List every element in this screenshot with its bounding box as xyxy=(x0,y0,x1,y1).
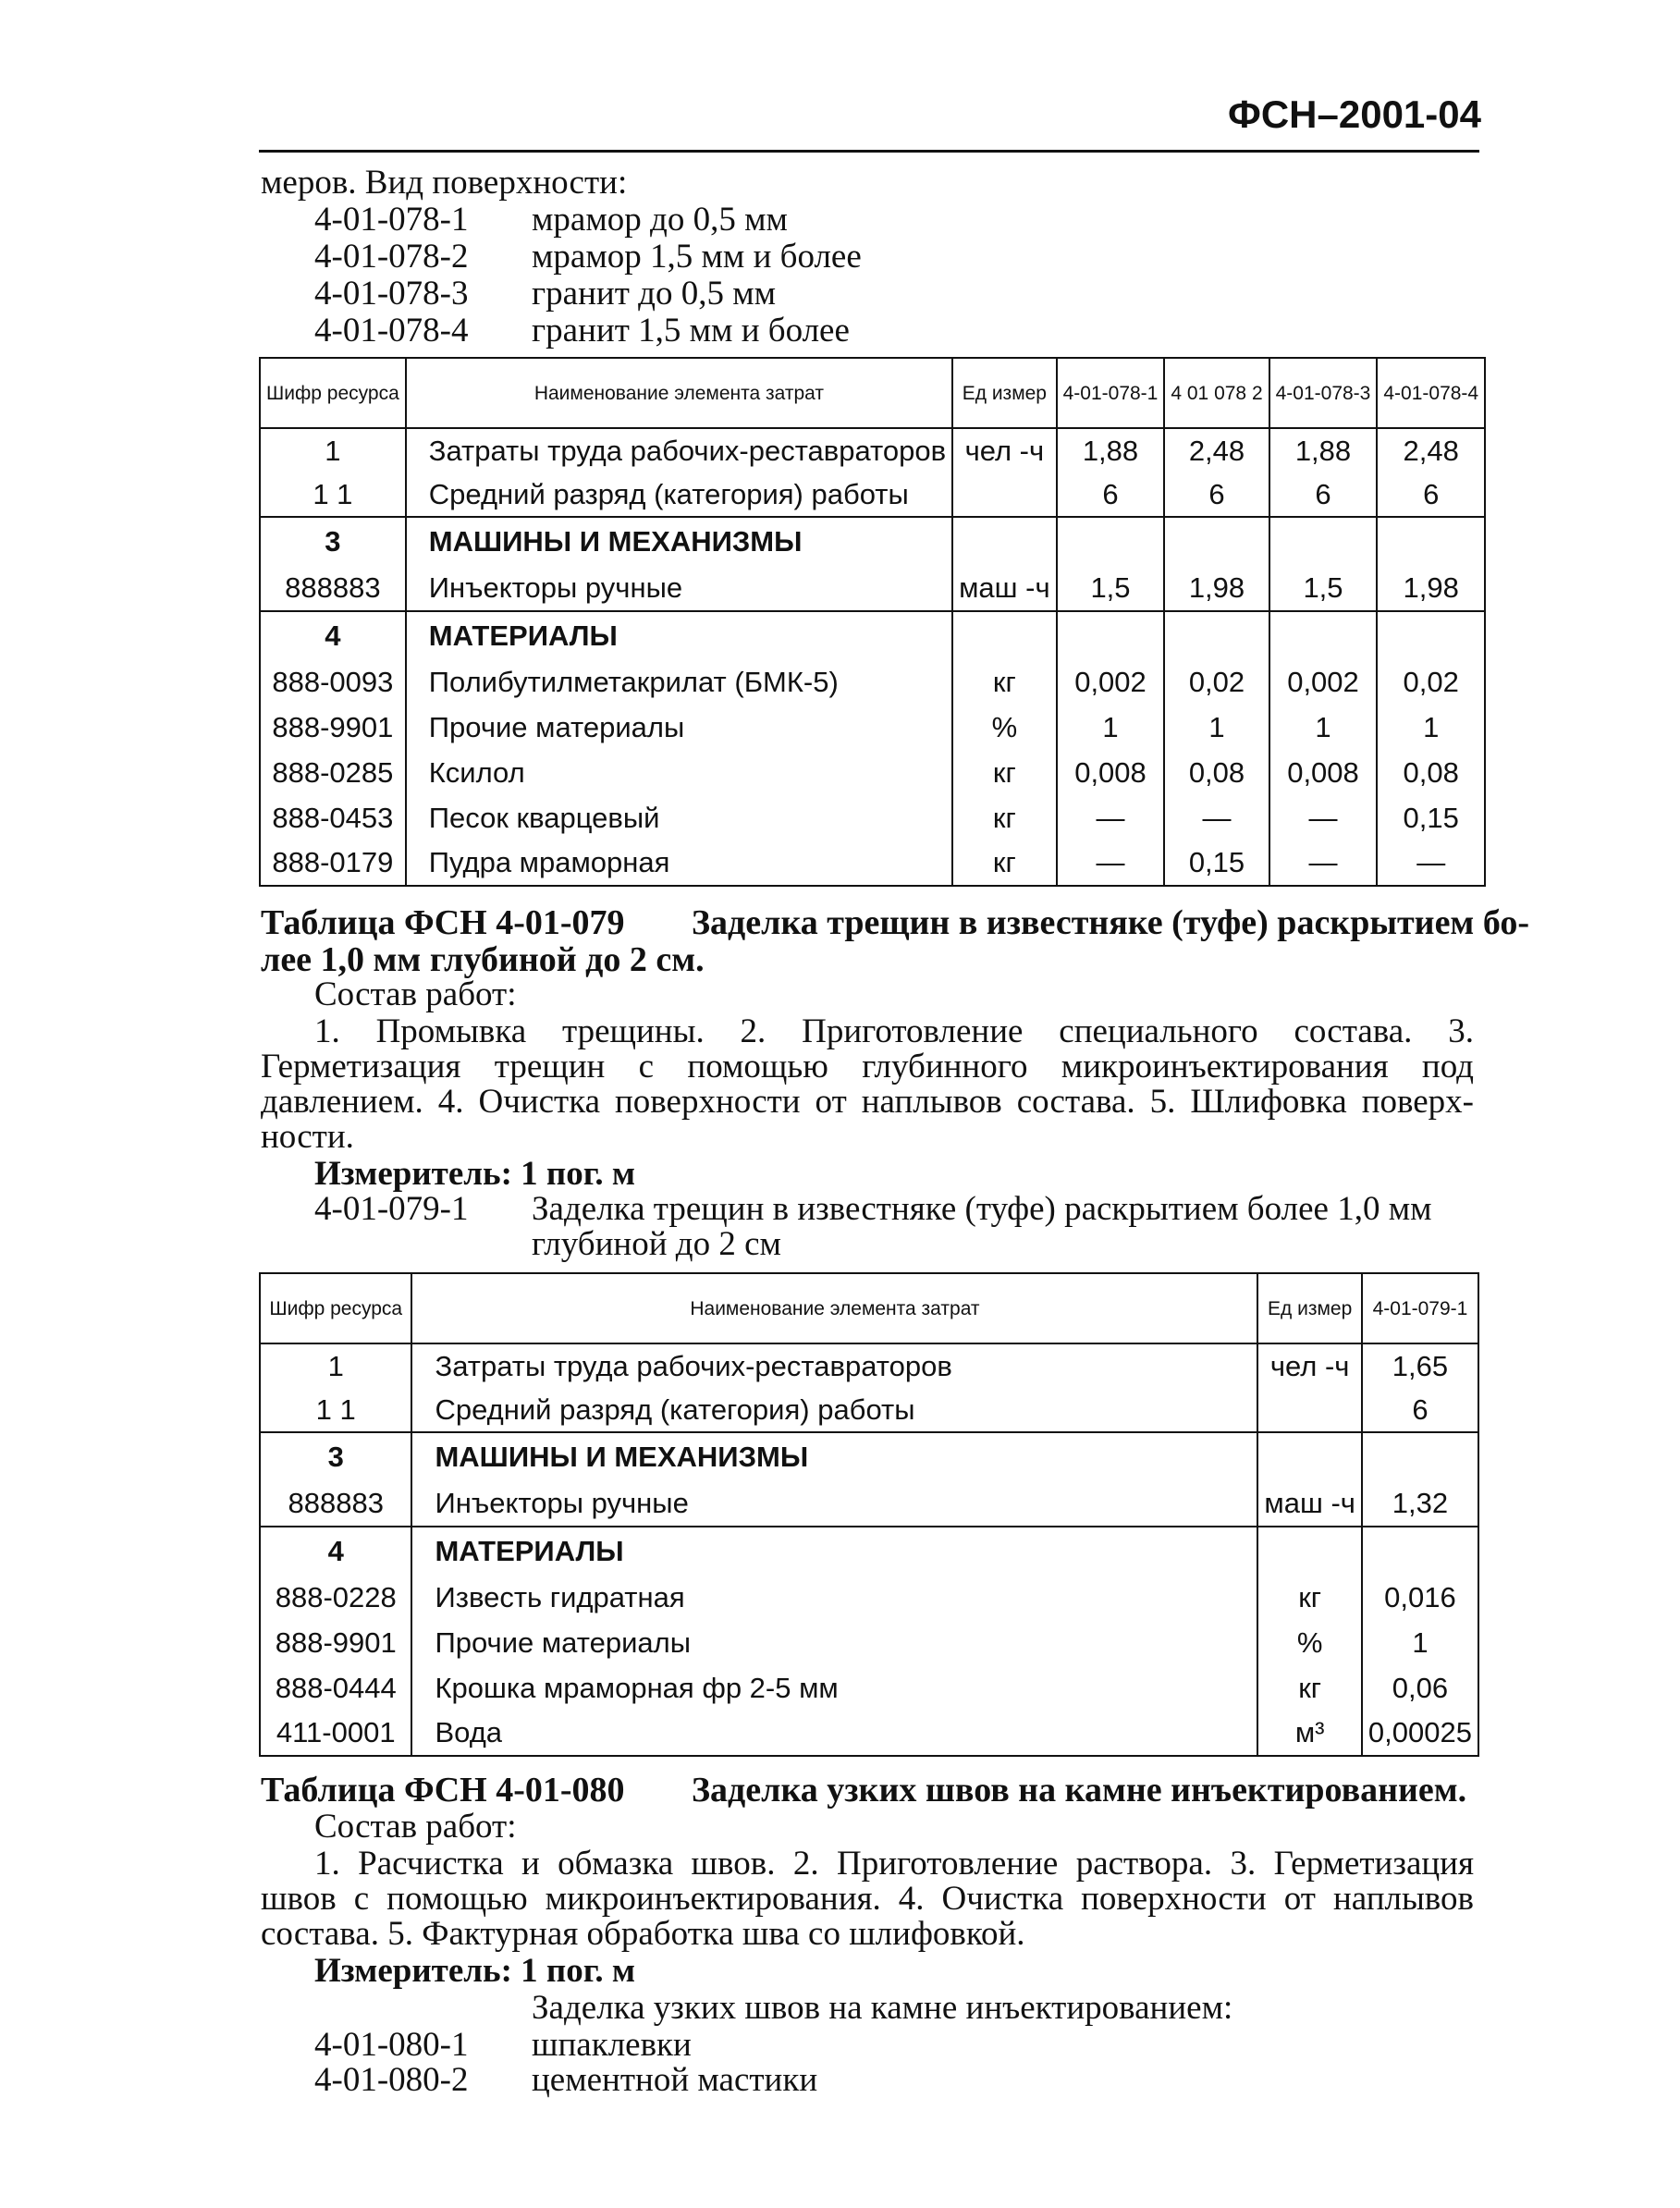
header-unit: Ед измер xyxy=(952,358,1057,428)
row-value: — xyxy=(1269,795,1378,840)
meter-label: Измеритель: 1 пог. м xyxy=(314,1952,636,1990)
row-code: 1 1 xyxy=(260,1388,411,1432)
row-value: 2,48 xyxy=(1377,428,1485,472)
row-value: 0,02 xyxy=(1164,659,1269,705)
row-unit: кг xyxy=(1257,1575,1362,1620)
section-row xyxy=(260,611,1485,659)
intro-item-desc: мрамор 1,5 мм и более xyxy=(532,238,862,276)
item-code: 4-01-079-1 xyxy=(314,1190,469,1228)
row-code: 1 xyxy=(260,1343,411,1388)
row-code: 888-0093 xyxy=(260,659,406,705)
row-name: Прочие материалы xyxy=(411,1620,1257,1665)
row-code: 888-0228 xyxy=(260,1575,411,1620)
row-value: 6 xyxy=(1057,472,1165,517)
row-name: Крошка мраморная фр 2-5 мм xyxy=(411,1665,1257,1711)
item-code: 4-01-080-1 xyxy=(314,2026,469,2064)
intro-item-desc: мрамор до 0,5 мм xyxy=(532,201,788,239)
item-desc: шпаклевки xyxy=(532,2026,692,2064)
row-value: 1 xyxy=(1269,705,1378,750)
row-unit xyxy=(1257,1388,1362,1432)
row-unit: % xyxy=(952,705,1057,750)
meter-label: Измеритель: 1 пог. м xyxy=(314,1155,636,1193)
row-name: Средний разряд (категория) работы xyxy=(411,1388,1257,1432)
work-composition-line: швов с помощью микроинъектирования. 4. Очистка поверхности от наплывов xyxy=(261,1880,1474,1918)
empty-cell xyxy=(1057,611,1165,659)
empty-cell xyxy=(952,611,1057,659)
row-unit: кг xyxy=(952,840,1057,886)
row-code: 888-9901 xyxy=(260,1620,411,1665)
row-name: Инъекторы ручные xyxy=(411,1480,1257,1527)
intro-item-code: 4-01-078-3 xyxy=(314,275,469,313)
row-value: 6 xyxy=(1377,472,1485,517)
section-code: 4 xyxy=(260,611,406,659)
row-name: Известь гидратная xyxy=(411,1575,1257,1620)
row-value: 1,5 xyxy=(1269,565,1378,611)
row-value: — xyxy=(1057,840,1165,886)
row-value: 1 xyxy=(1164,705,1269,750)
row-value: — xyxy=(1057,795,1165,840)
item-line xyxy=(314,2027,1147,2064)
row-value: 0,06 xyxy=(1362,1665,1478,1711)
row-value: 0,016 xyxy=(1362,1575,1478,1620)
work-composition-line: Герметизация трещин с помощью глубинного микроинъектирования под xyxy=(261,1048,1474,1086)
empty-cell xyxy=(1257,1527,1362,1575)
row-unit: чел -ч xyxy=(952,428,1057,472)
empty-cell xyxy=(1164,517,1269,565)
row-value: 0,02 xyxy=(1377,659,1485,705)
empty-cell xyxy=(1057,517,1165,565)
header-code: Шифр ресурса xyxy=(260,1273,411,1343)
empty-cell xyxy=(1362,1527,1478,1575)
row-code: 888883 xyxy=(260,565,406,611)
row-value: 0,002 xyxy=(1057,659,1165,705)
table-row xyxy=(260,750,1485,795)
section-title: МАШИНЫ И МЕХАНИЗМЫ xyxy=(406,517,952,565)
resource-table-079 xyxy=(259,1272,1479,1757)
row-value: 1,32 xyxy=(1362,1480,1478,1527)
work-composition-line: 1. Расчистка и обмазка швов. 2. Приготовление раствора. 3. Герметизация xyxy=(314,1845,1474,1883)
table-row xyxy=(260,840,1485,886)
row-value: 0,008 xyxy=(1269,750,1378,795)
table-080-title: Заделка узких швов на камне инъектированием. xyxy=(692,1771,1467,1809)
section-title: МАТЕРИАЛЫ xyxy=(411,1527,1257,1575)
work-composition-label: Состав работ: xyxy=(314,975,517,1013)
row-unit: кг xyxy=(952,750,1057,795)
empty-cell xyxy=(1257,1432,1362,1480)
item-code: 4-01-080-2 xyxy=(314,2061,469,2099)
section-row xyxy=(260,517,1485,565)
row-code: 888-0285 xyxy=(260,750,406,795)
item-line xyxy=(314,2062,1147,2099)
table-header-row xyxy=(260,1273,1478,1343)
row-value: 0,08 xyxy=(1164,750,1269,795)
row-code: 1 1 xyxy=(260,472,406,517)
table-079-label: Таблица ФСН 4-01-079 xyxy=(261,903,625,942)
row-value: 1 xyxy=(1377,705,1485,750)
row-value: 1,65 xyxy=(1362,1343,1478,1388)
row-name: Пудра мраморная xyxy=(406,840,952,886)
table-row xyxy=(260,795,1485,840)
row-value: 6 xyxy=(1164,472,1269,517)
row-code: 411-0001 xyxy=(260,1711,411,1756)
table-row xyxy=(260,1343,1478,1388)
intro-item xyxy=(314,313,1147,350)
row-value: 0,08 xyxy=(1377,750,1485,795)
row-unit: кг xyxy=(952,659,1057,705)
header-name: Наименование элемента затрат xyxy=(411,1273,1257,1343)
work-composition-label: Состав работ: xyxy=(314,1808,517,1846)
item-desc: Заделка трещин в известняке (туфе) раскрытием более 1,0 мм xyxy=(532,1190,1432,1228)
row-unit: кг xyxy=(952,795,1057,840)
row-code: 888883 xyxy=(260,1480,411,1527)
row-unit xyxy=(952,472,1057,517)
table-row xyxy=(260,659,1485,705)
row-value: 1 xyxy=(1057,705,1165,750)
table-row xyxy=(260,1620,1478,1665)
table-080-label: Таблица ФСН 4-01-080 xyxy=(261,1771,625,1809)
row-value: 1,98 xyxy=(1377,565,1485,611)
row-unit: маш -ч xyxy=(952,565,1057,611)
row-unit: м³ xyxy=(1257,1711,1362,1756)
row-name: Инъекторы ручные xyxy=(406,565,952,611)
item-group-label: Заделка узких швов на камне инъектированием: xyxy=(532,1989,1233,2027)
work-composition-line: ности. xyxy=(261,1118,354,1156)
row-value: 6 xyxy=(1269,472,1378,517)
section-code: 3 xyxy=(260,1432,411,1480)
intro-item-desc: гранит до 0,5 мм xyxy=(532,275,777,313)
row-name: Полибутилметакрилат (БМК-5) xyxy=(406,659,952,705)
work-composition-line: давлением. 4. Очистка поверхности от наплывов состава. 5. Шлифовка поверх- xyxy=(261,1083,1474,1121)
intro-item-code: 4-01-078-4 xyxy=(314,312,469,350)
row-name: Затраты труда рабочих-реставраторов xyxy=(411,1343,1257,1388)
row-code: 888-0179 xyxy=(260,840,406,886)
row-value: 1,98 xyxy=(1164,565,1269,611)
empty-cell xyxy=(952,517,1057,565)
row-value: 1,88 xyxy=(1057,428,1165,472)
item-desc: цементной мастики xyxy=(532,2061,818,2099)
row-value: 0,15 xyxy=(1377,795,1485,840)
table-079-title: Заделка трещин в известняке (туфе) раскрытием бо- xyxy=(692,903,1529,942)
row-name: Вода xyxy=(411,1711,1257,1756)
empty-cell xyxy=(1164,611,1269,659)
table-row xyxy=(260,1388,1478,1432)
table-079-title-cont: лее 1,0 мм глубиной до 2 см. xyxy=(261,940,705,979)
table-row xyxy=(260,705,1485,750)
row-name: Прочие материалы xyxy=(406,705,952,750)
header-col: 4 01 078 2 xyxy=(1164,358,1269,428)
header-name: Наименование элемента затрат xyxy=(406,358,952,428)
row-value: 0,002 xyxy=(1269,659,1378,705)
row-value: 2,48 xyxy=(1164,428,1269,472)
row-name: Ксилол xyxy=(406,750,952,795)
row-value: — xyxy=(1164,795,1269,840)
table-row xyxy=(260,1711,1478,1756)
section-title: МАШИНЫ И МЕХАНИЗМЫ xyxy=(411,1432,1257,1480)
header-rule xyxy=(259,150,1479,153)
row-name: Затраты труда рабочих-реставраторов xyxy=(406,428,952,472)
intro-item-code: 4-01-078-2 xyxy=(314,238,469,276)
resource-table-078 xyxy=(259,357,1486,887)
work-composition-line: состава. 5. Фактурная обработка шва со шлифовкой. xyxy=(261,1915,1025,1953)
row-unit: чел -ч xyxy=(1257,1343,1362,1388)
row-unit: маш -ч xyxy=(1257,1480,1362,1527)
table-row xyxy=(260,428,1485,472)
row-code: 888-0453 xyxy=(260,795,406,840)
intro-item xyxy=(314,202,1147,239)
section-row xyxy=(260,1527,1478,1575)
row-value: — xyxy=(1377,840,1485,886)
intro-lead: меров. Вид поверхности: xyxy=(261,164,628,202)
intro-item-desc: гранит 1,5 мм и более xyxy=(532,312,850,350)
row-code: 888-0444 xyxy=(260,1665,411,1711)
row-value: 1,88 xyxy=(1269,428,1378,472)
intro-item xyxy=(314,239,1147,276)
empty-cell xyxy=(1377,611,1485,659)
row-value: 1,5 xyxy=(1057,565,1165,611)
row-name: Песок кварцевый xyxy=(406,795,952,840)
row-code: 888-9901 xyxy=(260,705,406,750)
table-row xyxy=(260,472,1485,517)
intro-item xyxy=(314,276,1147,313)
empty-cell xyxy=(1269,517,1378,565)
section-code: 3 xyxy=(260,517,406,565)
empty-cell xyxy=(1362,1432,1478,1480)
table-header-row xyxy=(260,358,1485,428)
header-col: 4-01-078-4 xyxy=(1377,358,1485,428)
row-code: 1 xyxy=(260,428,406,472)
row-value: 0,00025 xyxy=(1362,1711,1478,1756)
header-col: 4-01-078-1 xyxy=(1057,358,1165,428)
section-code: 4 xyxy=(260,1527,411,1575)
table-row xyxy=(260,565,1485,611)
header-unit: Ед измер xyxy=(1257,1273,1362,1343)
row-value: 1 xyxy=(1362,1620,1478,1665)
table-row xyxy=(260,1575,1478,1620)
table-row xyxy=(260,1665,1478,1711)
empty-cell xyxy=(1377,517,1485,565)
header-col: 4-01-079-1 xyxy=(1362,1273,1478,1343)
intro-item-code: 4-01-078-1 xyxy=(314,201,469,239)
section-row xyxy=(260,1432,1478,1480)
document-code: ФСН–2001-04 xyxy=(1227,92,1481,136)
row-name: Средний разряд (категория) работы xyxy=(406,472,952,517)
row-value: 6 xyxy=(1362,1388,1478,1432)
header-col: 4-01-078-3 xyxy=(1269,358,1378,428)
empty-cell xyxy=(1269,611,1378,659)
table-row xyxy=(260,1480,1478,1527)
work-composition-line: 1. Промывка трещины. 2. Приготовление специального состава. 3. xyxy=(314,1012,1474,1050)
row-unit: кг xyxy=(1257,1665,1362,1711)
item-desc-cont: глубиной до 2 см xyxy=(532,1225,781,1263)
row-value: 0,15 xyxy=(1164,840,1269,886)
row-value: — xyxy=(1269,840,1378,886)
header-code: Шифр ресурса xyxy=(260,358,406,428)
row-unit: % xyxy=(1257,1620,1362,1665)
row-value: 0,008 xyxy=(1057,750,1165,795)
section-title: МАТЕРИАЛЫ xyxy=(406,611,952,659)
